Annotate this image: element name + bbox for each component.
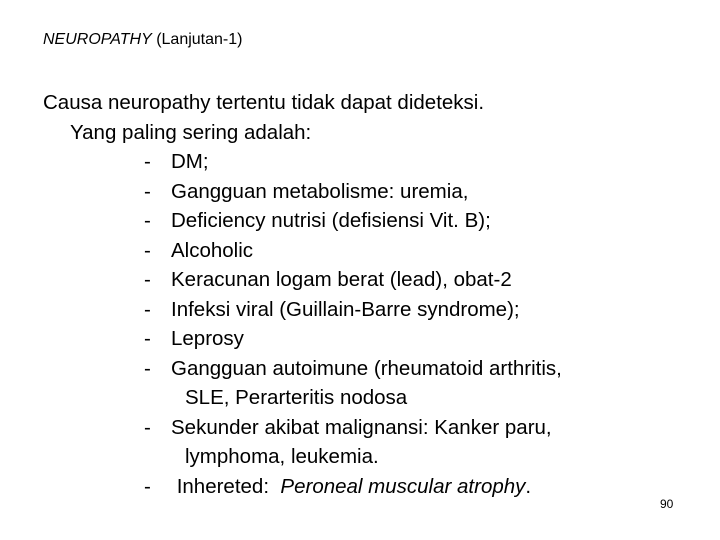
item-text (171, 472, 683, 502)
item-text: Gangguan autoimune (rheumatoid arthritis, (171, 356, 562, 380)
list-item (43, 206, 683, 236)
item-text: Deficiency nutrisi (defisiensi Vit. B); (171, 209, 491, 232)
list-item (43, 354, 683, 413)
intro-subline: Yang paling sering adalah: (70, 120, 312, 144)
dash-marker: - (144, 209, 151, 232)
item-text: Alcoholic (171, 238, 254, 262)
dash-marker: - (144, 268, 151, 291)
item-text-italic: Peroneal muscular atrophy (280, 474, 526, 498)
slide-title (43, 31, 242, 49)
list-item (43, 413, 683, 472)
list-item (43, 324, 683, 354)
list-item (43, 295, 683, 325)
dash-marker: - (144, 179, 151, 203)
intro-line: Causa neuropathy tertentu tidak dapat dideteksi. (43, 91, 485, 114)
dash-marker: - (144, 297, 151, 321)
list-item (43, 147, 683, 177)
dash-marker: - (144, 238, 151, 262)
list-item (43, 177, 683, 207)
item-text: Gangguan metabolisme: uremia, (171, 179, 469, 203)
title-italic-part: NEUROPATHY (43, 31, 152, 48)
title-subtitle-part: (Lanjutan-1) (151, 31, 243, 48)
item-text: Infeksi viral (Guillain-Barre syndrome); (171, 297, 520, 321)
item-text-continued: SLE, Perarteritis nodosa (185, 386, 408, 409)
dash-marker: - (144, 474, 151, 498)
list-item (43, 265, 683, 295)
dash-marker: - (144, 356, 151, 380)
item-text-suffix: . (525, 474, 532, 498)
page-number: 90 (660, 497, 674, 511)
list-item (43, 236, 683, 266)
item-text-continued: lymphoma, leukemia. (185, 445, 379, 468)
item-text-prefix: Inhereted: (171, 474, 281, 498)
dash-marker: - (144, 150, 151, 173)
item-text: Keracunan logam berat (lead), obat-2 (171, 268, 512, 291)
cause-list (43, 147, 683, 501)
list-item (43, 472, 683, 502)
item-text: Leprosy (171, 327, 244, 350)
dash-marker: - (144, 415, 151, 439)
dash-marker: - (144, 327, 151, 350)
item-text: Sekunder akibat malignansi: Kanker paru, (171, 415, 552, 439)
slide-body (43, 88, 683, 501)
item-text: DM; (171, 150, 209, 173)
